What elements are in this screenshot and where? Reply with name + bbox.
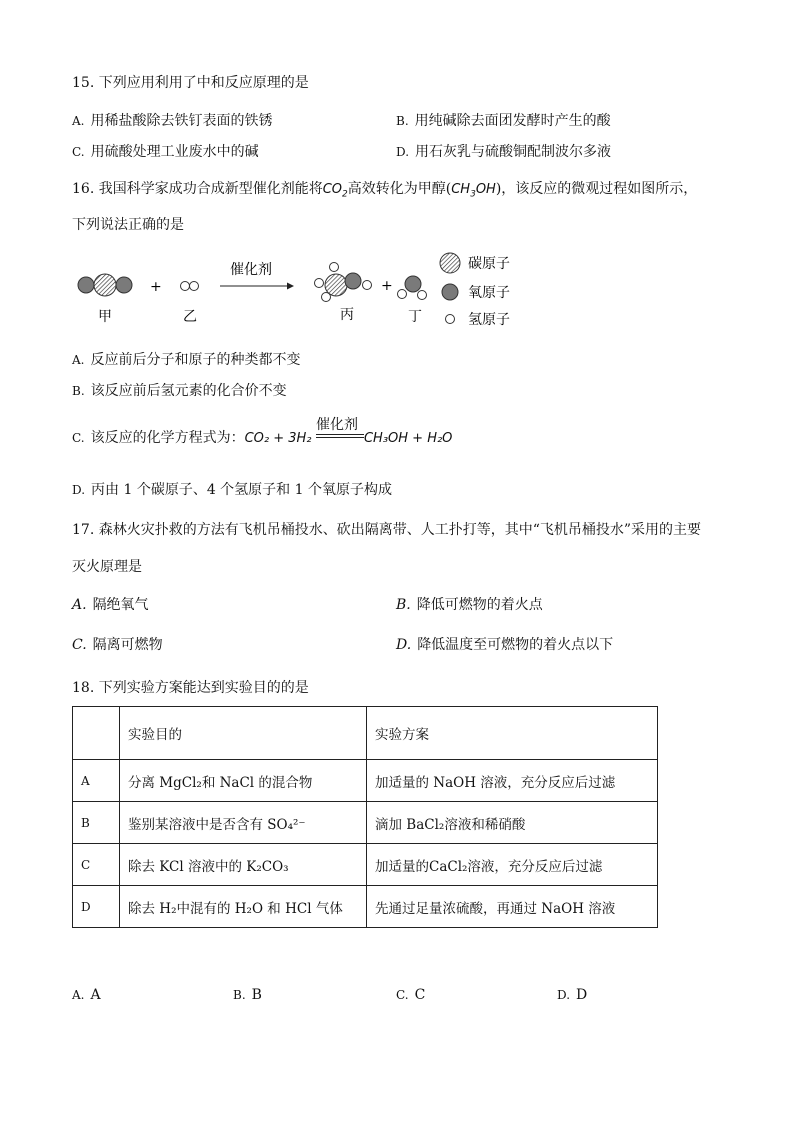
table-header-cell: 实验方案 xyxy=(367,707,658,760)
row-key: B xyxy=(73,802,120,844)
label-ding: 丁 xyxy=(408,309,422,325)
plus-sign-1: + xyxy=(150,279,162,295)
row-goal: 除去 H₂中混有的 H₂O 和 HCl 气体 xyxy=(120,886,367,928)
q16-stem-line2: 下列说法正确的是 xyxy=(72,217,184,233)
methanol-formula: $CH_3OH$ xyxy=(451,182,496,200)
q17-stem-line2: 灭火原理是 xyxy=(72,559,142,575)
table-header-cell: 实验目的 xyxy=(120,707,367,760)
q15-stem-text: 下列应用利用了中和反应原理的是 xyxy=(98,75,309,91)
legend-hydrogen: 氢原子 xyxy=(468,312,510,328)
row-plan: 加适量的CaCl₂溶液，充分反应后过滤 xyxy=(367,844,658,886)
legend-carbon: 碳原子 xyxy=(468,256,510,272)
q17-number: 17. xyxy=(72,522,95,538)
row-plan: 先通过足量浓硫酸，再通过 NaOH 溶液 xyxy=(367,886,658,928)
q16-stem: 16. 我国科学家成功合成新型催化剂能将$CO_2$高效转化为甲醇$(CH_3OH)$，该反应的微观过程如图所示， xyxy=(72,181,698,200)
q16-option-b[interactable]: B. 该反应前后氢元素的化合价不变 xyxy=(72,383,287,399)
equation-lhs: CO₂ + 3H₂ xyxy=(244,431,312,446)
row-key: C xyxy=(73,844,120,886)
table-row xyxy=(73,760,658,802)
table-header-row xyxy=(73,707,658,760)
q15-option-a[interactable]: A. 用稀盐酸除去铁钉表面的铁锈 xyxy=(72,113,273,129)
label-jia: 甲 xyxy=(98,309,112,325)
q18-option-d[interactable]: D. D xyxy=(557,987,588,1003)
q18-option-b[interactable]: B. B xyxy=(233,987,262,1003)
row-plan: 滴加 BaCl₂溶液和稀硝酸 xyxy=(367,802,658,844)
q15-stem xyxy=(72,72,309,92)
row-plan: 加适量的 NaOH 溶液，充分反应后过滤 xyxy=(367,760,658,802)
reaction-diagram xyxy=(72,244,532,330)
q15-number: 15. xyxy=(72,75,95,91)
q17-option-d[interactable]: D. 降低温度至可燃物的着火点以下 xyxy=(396,637,614,653)
row-goal: 分离 MgCl₂和 NaCl 的混合物 xyxy=(120,760,367,802)
equation-rhs: CH₃OH + H₂O xyxy=(363,431,453,446)
co2-formula: $CO_2$ xyxy=(322,182,348,200)
q17-stem: 17. 森林火灾扑救的方法有飞机吊桶投水、砍出隔离带、人工扑打等，其中“飞机吊桶投水”采用的主要 xyxy=(72,522,702,538)
q17-option-c[interactable]: C. 隔离可燃物 xyxy=(72,637,163,653)
q15-option-c[interactable]: C. 用硫酸处理工业废水中的碱 xyxy=(72,144,259,160)
row-goal: 鉴别某溶液中是否含有 SO₄²⁻ xyxy=(120,802,367,844)
row-goal: 除去 KCl 溶液中的 K₂CO₃ xyxy=(120,844,367,886)
q18-stem: 18. 下列实验方案能达到实验目的的是 xyxy=(72,680,309,696)
equation-catalyst: 催化剂 xyxy=(315,417,358,433)
reaction-diagram-svg xyxy=(72,244,532,330)
q18-option-c[interactable]: C. C xyxy=(396,987,426,1003)
molecule-co2 xyxy=(78,274,132,296)
table-row xyxy=(73,844,658,886)
q18-number: 18. xyxy=(72,680,95,696)
molecule-h2o xyxy=(398,276,427,300)
q18-option-a[interactable]: A. A xyxy=(72,987,101,1003)
q17-option-b[interactable]: B. 降低可燃物的着火点 xyxy=(396,597,543,613)
q16-number: 16. xyxy=(72,181,95,197)
q15-option-b[interactable]: B. 用纯碱除去面团发酵时产生的酸 xyxy=(396,113,611,129)
table-header-cell xyxy=(73,707,120,760)
q15-option-d[interactable]: D. 用石灰乳与硫酸铜配制波尔多液 xyxy=(396,144,612,160)
table-row xyxy=(73,886,658,928)
q16-option-d[interactable]: D. 丙由 1 个碳原子、4 个氢原子和 1 个氧原子构成 xyxy=(72,482,392,498)
q16-option-a[interactable]: A. 反应前后分子和原子的种类都不变 xyxy=(72,352,301,368)
label-yi: 乙 xyxy=(183,309,197,325)
molecule-ch3oh xyxy=(315,263,372,302)
molecule-h2 xyxy=(181,282,199,291)
legend xyxy=(440,253,510,328)
experiment-table xyxy=(72,706,658,928)
table-row xyxy=(73,802,658,844)
catalyst-label: 催化剂 xyxy=(230,262,272,278)
q17-option-a[interactable]: A. 隔绝氧气 xyxy=(72,597,149,613)
q16-option-c[interactable]: C. 该反应的化学方程式为：CO₂ + 3H₂ 催化剂 CH₃OH + H₂O xyxy=(72,427,452,447)
row-key: A xyxy=(73,760,120,802)
legend-oxygen: 氧原子 xyxy=(468,285,510,301)
row-key: D xyxy=(73,886,120,928)
plus-sign-2: + xyxy=(381,278,393,294)
reaction-arrow xyxy=(220,283,294,290)
label-bing: 丙 xyxy=(340,307,354,323)
